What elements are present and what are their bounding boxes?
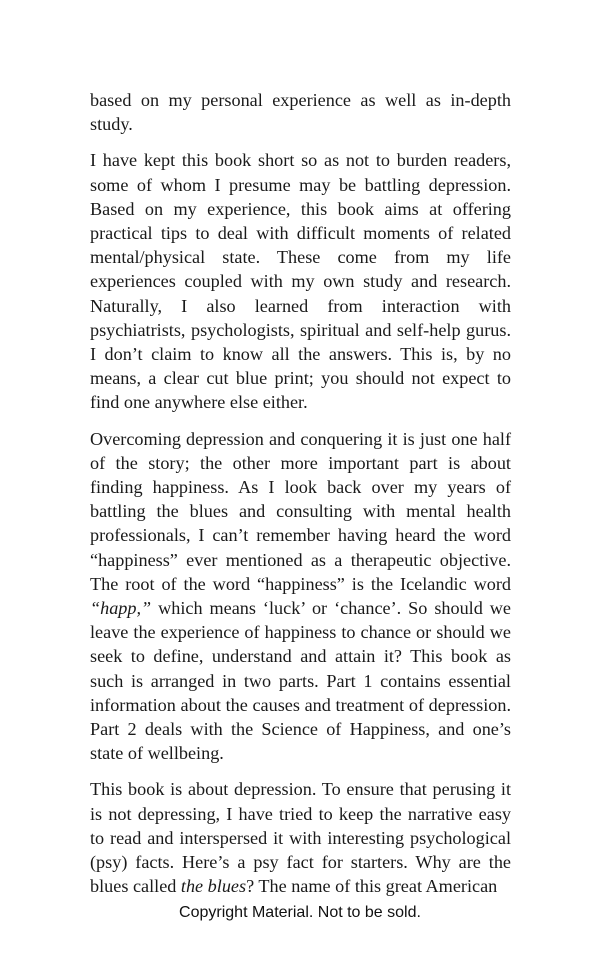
text-run: Overcoming depression and conquering it is just one half of the story; the other more important part is about finding happiness. As I look back over my years of battling the blues and consulting with mental health professionals, I can’t remember having heard the word “happiness” ever mentioned as a therapeutic objective. The root of the word “happiness” is the Icelandic word — [90, 428, 511, 594]
text-run: which means ‘luck’ or ‘chance’. So should we leave the experience of happiness to chance or should we seek to define, understand and attain it? This book as such is arranged in two parts. Part 1 contains essential information about the causes and treatment of depression. Part 2 deals with the Science of Happiness, and one’s state of wellbeing. — [90, 598, 511, 764]
italic-text-run: “happ,” — [90, 598, 152, 619]
text-run: ? The name of this great American — [246, 876, 498, 897]
paragraph-2 — [90, 148, 511, 414]
italic-text-run: the blues — [180, 876, 247, 897]
paragraph-3 — [90, 427, 511, 766]
text-run: based on my personal experience as well as in-depth study. — [90, 90, 511, 135]
text-run: This book is about depression. To ensure that perusing it is not depressing, I have tried to keep the narrative easy to read and interspersed it with interesting psychological (psy) facts. Here’s a psy fact for starters. Why are the blues called — [90, 779, 511, 897]
page-body — [90, 88, 511, 911]
paragraph-1 — [90, 88, 511, 136]
text-run: I have kept this book short so as not to burden readers, some of whom I presume may be battling depression. Based on my experience, this book aims at offering practical tips to deal with difficult moments of related mental/physical state. These come from my life experiences coupled with my own study and research. Naturally, I also learned from interaction with psychiatrists, psychologists, spiritual and self-help gurus. I don’t claim to know all the answers. This is, by no means, a clear cut blue print; you should not expect to find one anywhere else either. — [90, 150, 511, 413]
copyright-footer: Copyright Material. Not to be sold. — [179, 904, 421, 921]
paragraph-4 — [90, 777, 511, 898]
